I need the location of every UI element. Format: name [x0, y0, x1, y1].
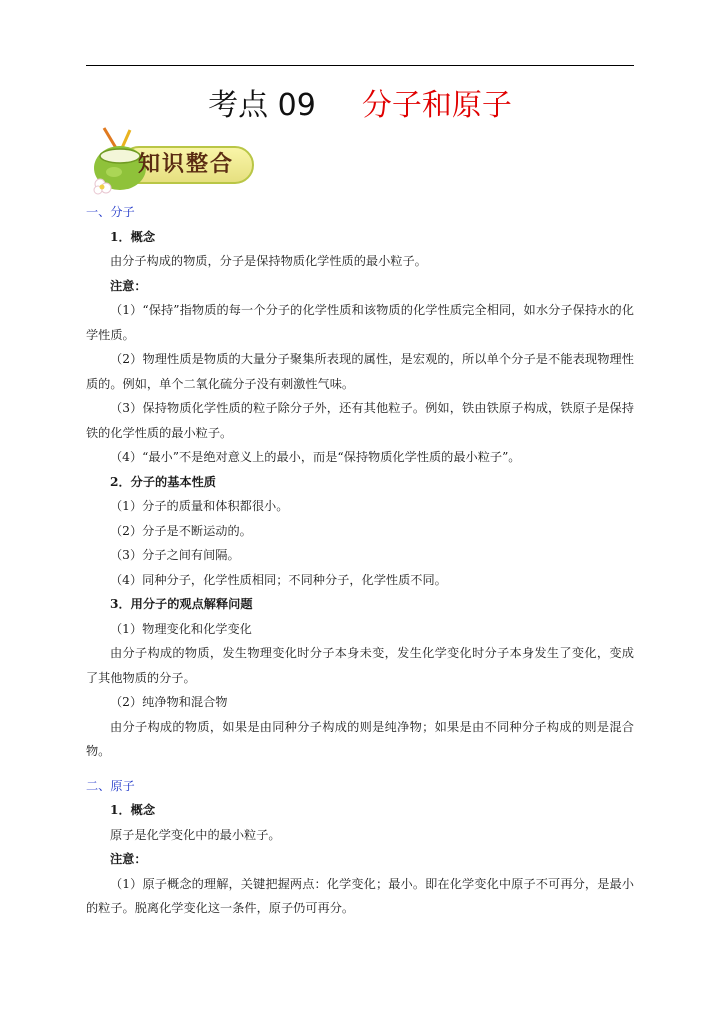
subsection-title: 1．概念 [110, 803, 156, 817]
list-item: （4）同种分子，化学性质相同；不同种分子，化学性质不同。 [110, 572, 447, 587]
header-rule [86, 65, 634, 66]
paragraph: 原子是化学变化中的最小粒子。 [110, 827, 281, 842]
title-code: 考点 09 [208, 88, 316, 123]
paragraph: 由分子构成的物质，分子是保持物质化学性质的最小粒子。 [110, 254, 427, 268]
list-item: （1）分子的质量和体积都很小。 [110, 499, 289, 513]
note-item: （1）原子概念的理解，关键把握两点：化学变化；最小。即在化学变化中原子不可再分，是最小的粒子。脱离化学变化这一条件，原子仍可再分。 [86, 876, 634, 915]
section-heading-atom: 二、原子 [86, 778, 135, 793]
list-item: （2）分子是不断运动的。 [110, 523, 252, 538]
paragraph: 由分子构成的物质，发生物理变化时分子本身未变，发生化学变化时分子本身发生了变化，变成了其他物质的分子。 [86, 646, 634, 685]
paragraph: 由分子构成的物质，如果是由同种分子构成的则是纯净物；如果是由不同种分子构成的则是混合物。 [86, 719, 634, 758]
banner-label: 知识整合 [138, 152, 235, 177]
note-label: 注意： [110, 852, 147, 866]
list-item-title: （1）物理变化和化学变化 [110, 621, 252, 636]
note-item: （2）物理性质是物质的大量分子聚集所表现的属性，是宏观的，所以单个分子是不能表现物理性质的。例如，单个二氧化硫分子没有刺激性气味。 [86, 352, 634, 391]
section-heading-molecule: 一、分子 [86, 205, 135, 219]
list-item: （3）分子之间有间隔。 [110, 548, 240, 562]
title-topic: 分子和原子 [361, 88, 512, 123]
note-item: （1）“保持”指物质的每一个分子的化学性质和该物质的化学性质完全相同，如水分子保持水的化学性质。 [86, 303, 634, 342]
subsection-title: 2．分子的基本性质 [110, 474, 216, 489]
document-body [86, 200, 634, 921]
section-banner [86, 126, 256, 196]
subsection-title: 1．概念 [110, 229, 156, 244]
note-item: （4）“最小”不是绝对意义上的最小，而是“保持物质化学性质的最小粒子”。 [110, 450, 521, 464]
note-label: 注意： [110, 278, 147, 293]
subsection-title: 3．用分子的观点解释问题 [110, 597, 253, 611]
page-title [0, 86, 720, 126]
list-item-title: （2）纯净物和混合物 [110, 695, 228, 709]
note-item: （3）保持物质化学性质的粒子除分子外，还有其他粒子。例如，铁由铁原子构成，铁原子是保持铁的化学性质的最小粒子。 [86, 401, 634, 440]
